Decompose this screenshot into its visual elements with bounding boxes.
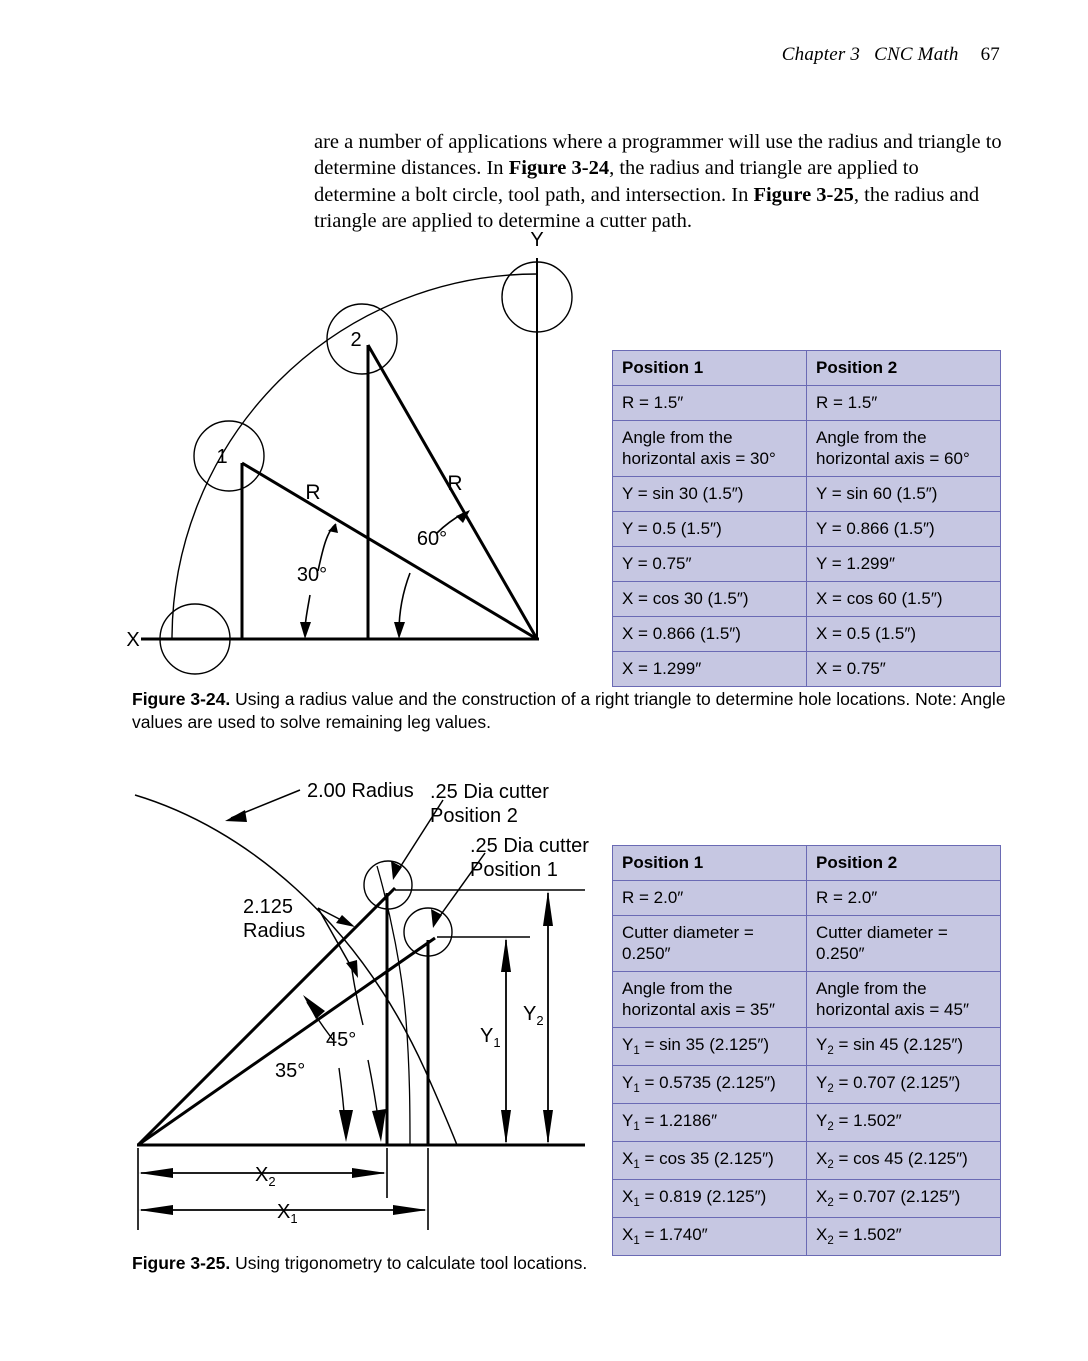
paragraph-text-1: are a number of applications where a programmer will use the radius and triangle to determine distances. In [314,130,1002,180]
figure-3-25-caption [132,1252,832,1275]
outer-radius-arc [135,795,457,1145]
label-cutter-position-1-line1: .25 Dia cutter [470,835,589,857]
caption-text: Using trigonometry to calculate tool locations. [230,1253,588,1273]
table-row [613,1180,1001,1218]
radius-line-hole-1 [242,463,537,639]
table-row [613,916,1001,972]
label-cutter-position-2-line1: .25 Dia cutter [430,781,549,803]
table-cell-subscript: 1 [633,1197,640,1209]
running-head-title: CNC Math [874,44,959,65]
table-cell-subscript: 1 [633,1235,640,1247]
table-cell: X = 0.5 (1.5″) [807,617,1001,652]
table-cell: R = 1.5″ [613,386,807,421]
table-row [613,477,1001,512]
table-row [613,1142,1001,1180]
dimension-label-y1: $Y_1$ [480,1025,501,1050]
label-outer-radius: 2.00 Radius [307,780,414,802]
dimension-arrow-y2-down [543,1110,553,1144]
figure-3-24-table [612,350,1001,687]
figure-3-25-diagram [125,780,605,1235]
label-cutter-position-2-line2: Position 2 [430,805,518,827]
angle-45-arrowhead-down [372,1109,386,1142]
table-cell: R = 2.0″ [807,881,1001,916]
radius-label-right: R [447,472,463,495]
radius-label-left: R [305,481,321,504]
dimension-arrow-y2-up [543,891,553,926]
figure-reference-3-24: Figure 3-24 [508,157,610,180]
angle-label-60: 60° [416,528,448,550]
angle-35-construction-line [138,938,435,1145]
table-cell: Y = 1.299″ [807,547,1001,582]
table-cell: Y = sin 30 (1.5″) [613,477,807,512]
figure-3-24-caption [132,688,1010,734]
angle-35-arrowhead-down [339,1110,353,1142]
dimension-label-x2: $X_2$ [255,1164,276,1189]
axis-label-y: Y [530,229,544,251]
table-row [613,512,1001,547]
axis-label-x: X [126,629,140,651]
table-row [613,652,1001,687]
figure-3-25-table [612,845,1001,1256]
leader-arrowhead-outer-radius [225,810,247,822]
table-cell: Y = 0.75″ [613,547,807,582]
table-cell: Angle from the horizontal axis = 45″ [807,972,1001,1028]
table-header-row [613,351,1001,386]
hole-label-1: 1 [216,446,228,468]
table-cell: $X_1 = 0.819$ (2.125″) [613,1180,807,1218]
dimension-arrow-x1-right [393,1205,427,1215]
dimension-label-y2: $Y_2$ [523,1003,544,1028]
running-head-chapter: Chapter 3 [781,44,861,65]
hole-circle-2 [327,304,397,374]
hole-circle-1 [194,421,264,491]
table-cell: $Y_2 = \sin 45$ (2.125″) [807,1028,1001,1066]
angle-60-arrowhead-down [394,622,405,639]
caption-lead: Figure 3-25. [132,1253,231,1273]
table-cell: X = 0.866 (1.5″) [613,617,807,652]
table-cell: Y = 0.866 (1.5″) [807,512,1001,547]
table-cell: $Y_2 = 1.502''$ [807,1104,1001,1142]
table-cell: R = 2.0″ [613,881,807,916]
dimension-arrow-y1-down [501,1110,511,1144]
table-header-row [613,846,1001,881]
table-row [613,972,1001,1028]
table-cell-subscript: 2 [827,1045,834,1057]
caption-text: Using a radius value and the construction of a right triangle to determine hole locations. Note: Angle values are used to solve remaining leg values. [132,689,1006,732]
body-paragraph [314,129,1004,235]
dimension-label-x1: $X_1$ [277,1201,298,1226]
table-cell: $X_2 = 0.707$ (2.125″) [807,1180,1001,1218]
table-row [613,881,1001,916]
table-cell: Angle from the horizontal axis = 60° [807,421,1001,477]
angle-label-45: 45° [326,1029,357,1051]
figure-3-24-diagram [125,228,605,678]
table-cell: $X_2 = \cos 45$ (2.125″) [807,1142,1001,1180]
paragraph-text-3: , the radius and triangle are applied to determine a cutter path. [314,183,980,233]
table-cell-subscript: 1 [633,1083,640,1095]
table-cell-subscript: 2 [827,1083,834,1095]
table-row [613,617,1001,652]
table-cell-subscript: 1 [633,1159,640,1171]
table-cell: $X_1 = \cos 35$ (2.125″) [613,1142,807,1180]
page-number: 67 [980,44,1000,65]
table-cell: Angle from the horizontal axis = 30° [613,421,807,477]
table-cell: $X_2 = 1.502''$ [807,1218,1001,1256]
table-cell: Y = 0.5 (1.5″) [613,512,807,547]
table-cell-subscript: 2 [827,1121,834,1133]
paragraph-text-2: , the radius and triangle are applied to determine a bolt circle, tool path, and intersection. In [314,157,919,206]
label-inner-radius-line1: 2.125 [243,896,294,918]
dimension-arrow-x2-left [139,1168,173,1178]
table-cell: R = 1.5″ [807,386,1001,421]
table-cell-subscript: 1 [633,1121,640,1133]
table-header-position-2: Position 2 [807,351,1001,386]
table-cell: X = 0.75″ [807,652,1001,687]
table-row [613,1066,1001,1104]
figure-reference-3-25: Figure 3-25 [753,183,854,206]
dimension-arrow-y1-up [501,938,511,972]
table-cell: X = cos 30 (1.5″) [613,582,807,617]
running-head [782,44,1000,66]
leader-arrowhead-inner-radius-a [336,915,355,927]
table-cell-subscript: 2 [827,1235,834,1247]
table-row [613,1028,1001,1066]
table-row [613,1104,1001,1142]
table-cell: $Y_1 = 1.2186''$ [613,1104,807,1142]
hole-label-2: 2 [350,329,362,351]
table-row [613,1218,1001,1256]
table-cell-subscript: 2 [827,1159,834,1171]
table-cell: $Y_1 = \sin 35$ (2.125″) [613,1028,807,1066]
table-cell: Angle from the horizontal axis = 35″ [613,972,807,1028]
table-row [613,547,1001,582]
bolt-circle-diagram-svg [125,228,605,678]
table-cell: X = cos 60 (1.5″) [807,582,1001,617]
label-cutter-position-1-line2: Position 1 [470,859,558,881]
table-cell: $Y_2 = 0.707$ (2.125″) [807,1066,1001,1104]
table-cell: $X_1 = 1.740''$ [613,1218,807,1256]
table-cell: $Y_1 = 0.5735$ (2.125″) [613,1066,807,1104]
table-header-position-1: Position 1 [613,846,807,881]
table-row [613,421,1001,477]
dimension-arrow-x1-left [139,1205,173,1215]
table-header-position-1: Position 1 [613,351,807,386]
angle-label-35: 35° [275,1060,306,1082]
table-cell: Cutter diameter = 0.250″ [613,916,807,972]
table-cell: Y = sin 60 (1.5″) [807,477,1001,512]
angle-label-30: 30° [296,564,328,586]
table-header-position-2: Position 2 [807,846,1001,881]
angle-30-arrowhead-down [300,622,311,639]
table-cell: X = 1.299″ [613,652,807,687]
table-row [613,582,1001,617]
table-cell: Cutter diameter = 0.250″ [807,916,1001,972]
dimension-arrow-x2-right [352,1168,386,1178]
label-inner-radius-line2: Radius [243,920,306,942]
table-row [613,386,1001,421]
table-cell-subscript: 2 [827,1197,834,1209]
caption-lead: Figure 3-24. [132,689,231,709]
tool-path-diagram-svg [125,780,605,1235]
table-cell-subscript: 1 [633,1045,640,1057]
